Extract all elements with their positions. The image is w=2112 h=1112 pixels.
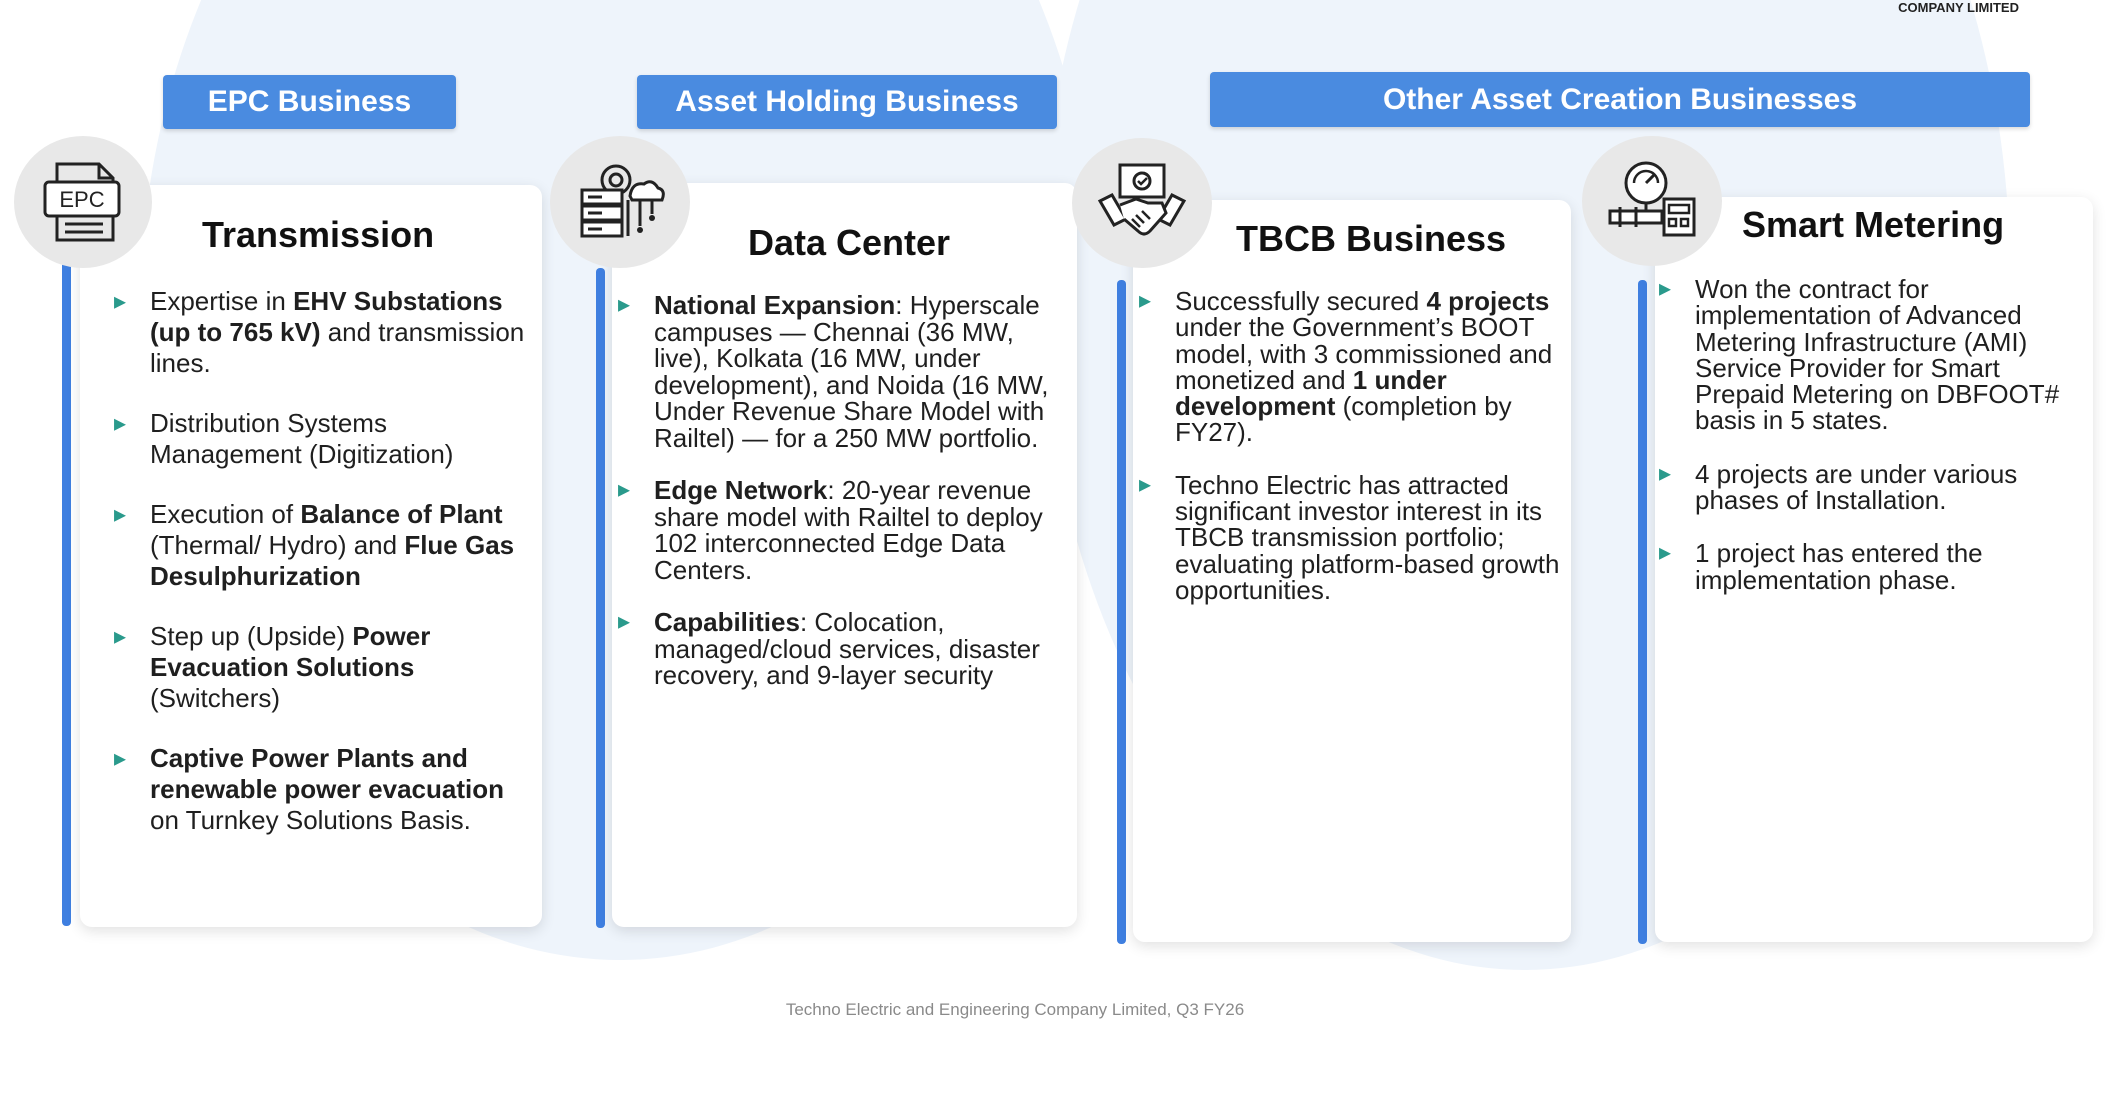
list-item: ▸ Techno Electric has attracted significant investor interest in its TBCB transmission portfolio; evaluating platform-based growth opportunities. bbox=[1139, 472, 1569, 603]
other-asset-creation-header: Other Asset Creation Businesses bbox=[1210, 72, 2030, 127]
server-cloud-icon bbox=[574, 156, 666, 248]
list-item: ▸ Captive Power Plants and renewable power evacuation on Turnkey Solutions Basis. bbox=[114, 743, 534, 836]
smart-metering-icon-circle bbox=[1582, 136, 1722, 266]
transmission-accent-bar bbox=[62, 258, 71, 926]
handshake-icon bbox=[1096, 157, 1188, 249]
list-item: ▸ Step up (Upside) Power Evacuation Solutions (Switchers) bbox=[114, 621, 534, 714]
data-center-accent-bar bbox=[596, 268, 605, 928]
list-item: ▸ Expertise in EHV Substations (up to 765 kV) and transmission lines. bbox=[114, 286, 534, 379]
list-item: ▸ Execution of Balance of Plant (Thermal/ Hydro) and Flue Gas Desulphurization bbox=[114, 499, 534, 592]
list-item: ▸ Distribution Systems Management (Digitization) bbox=[114, 408, 534, 470]
list-item: ▸ Successfully secured 4 projects under the Government’s BOOT model, with 3 commissioned and monetized and 1 under development (completion by FY27). bbox=[1139, 288, 1569, 446]
smart-metering-title: Smart Metering bbox=[1742, 204, 2005, 245]
asset-holding-business-header: Asset Holding Business bbox=[637, 75, 1057, 129]
data-center-icon-circle bbox=[550, 136, 690, 268]
epc-document-icon bbox=[37, 156, 129, 248]
footer-text: Techno Electric and Engineering Company Limited, Q3 FY26 bbox=[785, 1000, 1245, 1019]
data-center-title: Data Center bbox=[748, 222, 951, 263]
epc-icon-label: EPC bbox=[59, 187, 105, 212]
epc-business-header: EPC Business bbox=[163, 75, 456, 129]
list-item: ▸ 1 project has entered the implementation phase. bbox=[1659, 540, 2089, 593]
transmission-title: Transmission bbox=[202, 214, 435, 255]
transmission-list bbox=[114, 286, 534, 836]
list-item: ▸ National Expansion: Hyperscale campuses — Chennai (36 MW, live), Kolkata (16 MW, under development), and Noida (16 MW, Under Revenue Share Model with Railtel) — for a 250 MW portfolio. bbox=[618, 292, 1058, 451]
tbcb-accent-bar bbox=[1117, 280, 1126, 944]
company-tag: COMPANY LIMITED bbox=[1898, 0, 2019, 15]
tbcb-title: TBCB Business bbox=[1236, 218, 1507, 259]
transmission-icon-circle bbox=[14, 136, 152, 268]
smart-metering-accent-bar bbox=[1638, 280, 1647, 944]
meter-gauge-icon bbox=[1606, 155, 1698, 247]
list-item: ▸ Won the contract for implementation of Advanced Metering Infrastructure (AMI) Service Provider for Smart Prepaid Metering on DBFOOT# basis in 5 states. bbox=[1659, 276, 2089, 434]
list-item: ▸ Capabilities: Colocation, managed/cloud services, disaster recovery, and 9-layer security bbox=[618, 609, 1058, 689]
tbcb-icon-circle bbox=[1072, 138, 1212, 268]
data-center-list bbox=[618, 292, 1058, 689]
smart-metering-list bbox=[1659, 276, 2089, 593]
list-item: ▸ 4 projects are under various phases of Installation. bbox=[1659, 461, 2089, 514]
tbcb-list bbox=[1139, 288, 1569, 603]
list-item: ▸ Edge Network: 20-year revenue share model with Railtel to deploy 102 interconnected Edge Data Centers. bbox=[618, 477, 1058, 583]
